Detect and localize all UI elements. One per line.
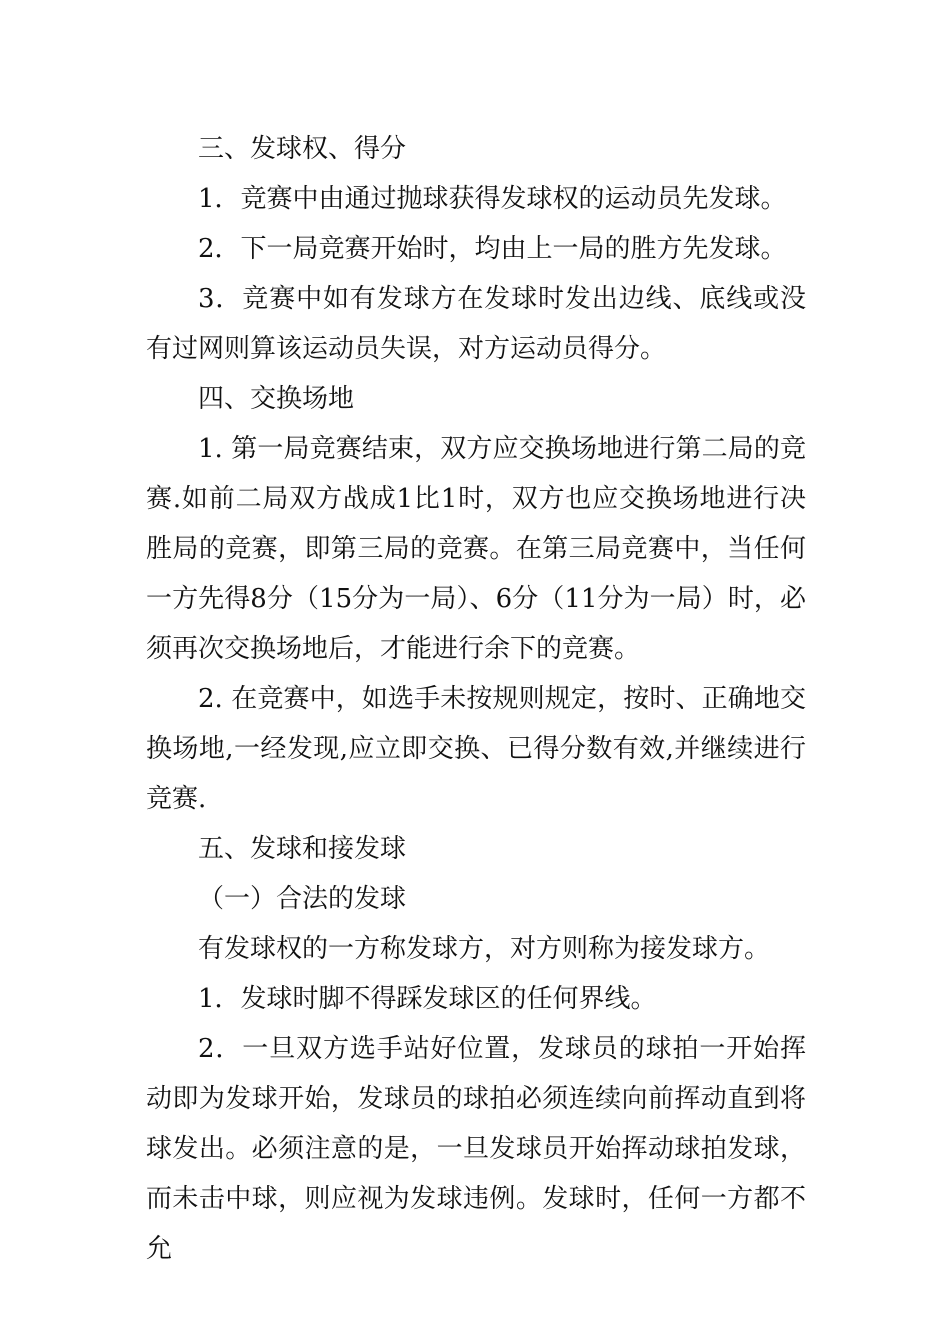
paragraph-serve-rule-1: 1．竞赛中由通过抛球获得发球权的运动员先发球。 (198, 184, 787, 214)
paragraph-serve-rule-3: 3．竞赛中如有发球方在发球时发出边线、底线或没有过网则算该运动员失误，对方运动员得分。 (146, 284, 806, 364)
paragraph-serve-definition: 有发球权的一方称发球方，对方则称为接发球方。 (198, 934, 771, 964)
section-heading-serve-right: 三、发球权、得分 (198, 134, 407, 164)
paragraph-change-ends-rule-1: 1. 第一局竞赛结束，双方应交换场地进行第二局的竞赛.如前二局双方战成1比1时，双方也应交换场地进行决胜局的竞赛，即第三局的竞赛。在第三局竞赛中，当任何一方先得8分（15分为一局）、6分（11分为一局）时，必须再次交换场地后，才能进行余下的竞赛。 (146, 434, 806, 664)
subsection-heading-legal-serve: （一）合法的发球 (198, 884, 407, 914)
paragraph-serve-rule-2: 2．下一局竞赛开始时，均由上一局的胜方先发球。 (198, 234, 787, 264)
section-heading-serve-receive: 五、发球和接发球 (198, 834, 407, 864)
paragraph-change-ends-rule-2: 2. 在竞赛中，如选手未按规则规定，按时、正确地交换场地,一经发现,应立即交换、已得分数有效,并继续进行竞赛. (146, 684, 806, 814)
section-heading-change-ends: 四、交换场地 (198, 384, 355, 414)
paragraph-legal-serve-rule-2: 2．一旦双方选手站好位置，发球员的球拍一开始挥动即为发球开始，发球员的球拍必须连续向前挥动直到将球发出。必须注意的是，一旦发球员开始挥动球拍发球，而未击中球，则应视为发球违例。发球时，任何一方都不允 (146, 1034, 806, 1264)
document-body (146, 124, 806, 1274)
paragraph-legal-serve-rule-1: 1．发球时脚不得踩发球区的任何界线。 (198, 984, 657, 1014)
